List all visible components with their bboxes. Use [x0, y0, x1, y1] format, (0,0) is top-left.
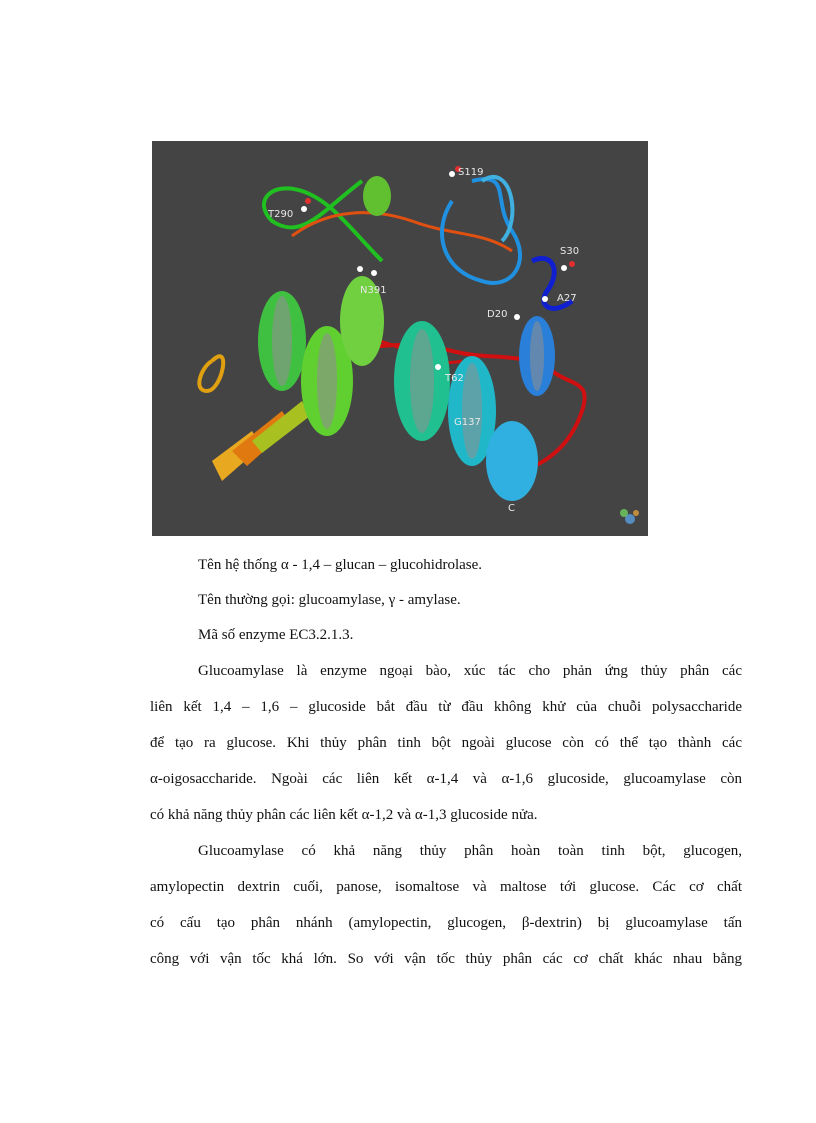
label-s30: S30 [560, 246, 580, 257]
system-name-line: Tên hệ thống α - 1,4 – glucan – glucohidrolase. [198, 557, 483, 573]
label-g137: G137 [454, 417, 481, 428]
label-t290: T290 [268, 209, 294, 220]
paragraph-1-line-1: Glucoamylase là enzyme ngoại bào, xúc tác cho phản ứng thủy phân các [198, 663, 742, 679]
common-name-line: Tên thường gọi: glucoamylase, γ - amylase. [198, 592, 461, 608]
label-t62: T62 [445, 373, 464, 384]
paragraph-1-line-4: α-oigosaccharide. Ngoài các liên kết α-1,4 và α-1,6 glucoside, glucoamylase còn [150, 771, 742, 787]
paragraph-2-line-1: Glucoamylase có khả năng thủy phân hoàn toàn tinh bột, glucogen, [198, 843, 742, 859]
paragraph-1-line-5: có khả năng thủy phân các liên kết α-1,2 và α-1,3 glucoside nửa. [150, 807, 538, 823]
paragraph-2-line-2: amylopectin dextrin cuối, panose, isomaltose và maltose tới glucose. Các cơ chất [150, 879, 742, 895]
label-c: C [508, 503, 515, 514]
protein-ribbon-diagram [152, 141, 648, 536]
label-s119: S119 [458, 167, 484, 178]
label-d20: D20 [487, 309, 508, 320]
paragraph-2-line-3: có cấu tạo phân nhánh (amylopectin, glucogen, β-dextrin) bị glucoamylase tấn [150, 915, 742, 931]
label-a27: A27 [557, 293, 577, 304]
paragraph-2-line-4: công với vận tốc khá lớn. So với vận tốc thủy phân các cơ chất khác nhau bằng [150, 951, 742, 967]
label-n391: N391 [360, 285, 387, 296]
protein-structure-figure [152, 141, 648, 536]
ec-code-line: Mã số enzyme EC3.2.1.3. [198, 627, 354, 643]
paragraph-1-line-3: để tạo ra glucose. Khi thủy phân tinh bột ngoài glucose còn có thể tạo thành các [150, 735, 742, 751]
paragraph-1-line-2: liên kết 1,4 – 1,6 – glucoside bắt đầu từ đầu không khử của chuỗi polysaccharide [150, 699, 742, 715]
